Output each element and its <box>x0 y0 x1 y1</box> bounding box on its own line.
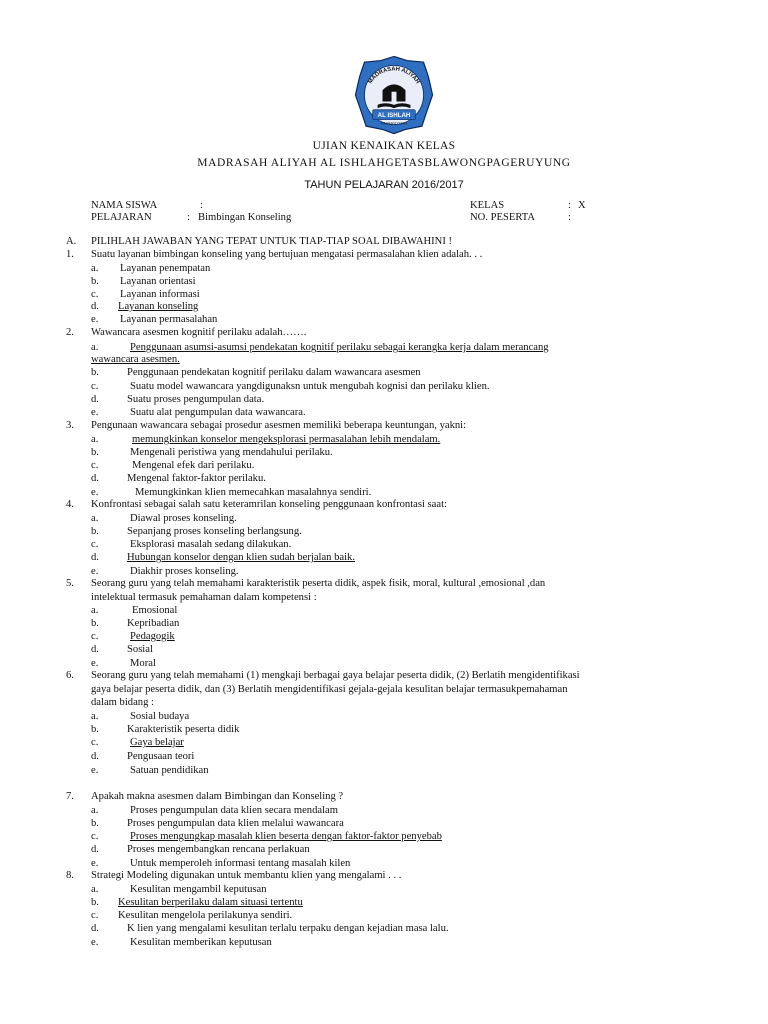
option-letter: d. <box>91 751 99 762</box>
option-text: Karakteristik peserta didik <box>127 724 240 735</box>
option-letter: b. <box>91 724 99 735</box>
option-text: Eksplorasi masalah sedang dilakukan. <box>130 539 292 550</box>
option-letter: e. <box>91 314 99 325</box>
option-text: Kesulitan mengambil keputusan <box>130 884 267 895</box>
option-letter: b. <box>91 526 99 537</box>
question-number: 3. <box>66 420 74 431</box>
option-letter: d. <box>91 644 99 655</box>
option-text: Proses pengumpulan data klien secara mendalam <box>130 805 338 816</box>
question-text: dalam bidang : <box>91 697 154 708</box>
option-text: Layanan konseling <box>118 301 199 312</box>
option-letter: e. <box>91 937 99 948</box>
option-letter: d. <box>91 844 99 855</box>
option-text: Proses pengumpulan data klien melalui wawancara <box>127 818 344 829</box>
option-letter: d. <box>91 552 99 563</box>
option-text: Suatu alat pengumpulan data wawancara. <box>130 407 306 418</box>
option-text: Mengenal efek dari perilaku. <box>132 460 255 471</box>
question-text: Wawancara asesmen kognitif perilaku adalah……. <box>91 327 307 338</box>
value-pelajaran: Bimbingan Konseling <box>198 212 292 223</box>
option-text: Proses mengungkap masalah klien beserta dengan faktor-faktor penyebab <box>130 831 442 842</box>
label-nama-siswa: NAMA SISWA <box>91 200 158 211</box>
option-letter: c. <box>91 631 99 642</box>
option-text: Layanan informasi <box>120 289 200 300</box>
question-number: 7. <box>66 791 74 802</box>
option-text: memungkinkan konselor mengeksplorasi permasalahan lebih mendalam. <box>132 434 441 445</box>
logo-sub-text: PAGERUYUNG <box>381 121 407 126</box>
option-letter: b. <box>91 447 99 458</box>
svg-text:MADRASAH ALIYAH: MADRASAH ALIYAH <box>367 66 421 86</box>
option-text: Layanan orientasi <box>120 276 196 287</box>
option-letter: c. <box>91 460 99 471</box>
sep-nama: : <box>200 200 203 211</box>
option-letter: c. <box>91 831 99 842</box>
option-letter: e. <box>91 658 99 669</box>
option-text: Emosional <box>132 605 178 616</box>
question-number: 2. <box>66 327 74 338</box>
option-text: K lien yang mengalami kesulitan terlalu terpaku dengan kejadian masa lalu. <box>127 923 449 934</box>
question-text: intelektual termasuk pemahaman dalam kompetensi : <box>91 591 317 603</box>
option-text: Mengenali peristiwa yang mendahului perilaku. <box>130 447 333 458</box>
question-number: 8. <box>66 870 74 881</box>
option-text: Moral <box>130 658 156 669</box>
option-text: Gaya belajar <box>130 737 184 748</box>
section-title: PILIHLAH JAWABAN YANG TEPAT UNTUK TIAP-TIAP SOAL DIBAWAHINI ! <box>91 236 453 247</box>
option-letter: c. <box>91 289 99 300</box>
option-letter: d. <box>91 923 99 934</box>
exam-title: UJIAN KENAIKAN KELAS <box>312 140 456 152</box>
value-kelas: X <box>578 200 586 211</box>
question-number: 6. <box>66 670 74 681</box>
option-letter: e. <box>91 407 99 418</box>
option-text: Penggunaan asumsi-asumsi pendekatan kognitif perilaku sebagai kerangka kerja dalam merancang <box>130 342 549 353</box>
option-letter: c. <box>91 381 99 392</box>
madrasah-logo <box>353 54 435 136</box>
sep-kelas: : <box>568 200 571 211</box>
option-text: Pengusaan teori <box>127 751 195 762</box>
option-text: Sosial <box>127 644 153 655</box>
question-text: gaya belajar peserta didik, dan (3) Berlatih mengidentifikasi gejala-gejala kesulitan belajar termasukpemahaman <box>91 683 568 695</box>
option-text: Hubungan konselor dengan klien sudah berjalan baik. <box>127 552 355 563</box>
label-pelajaran: PELAJARAN <box>91 212 152 223</box>
option-text: Kesulitan memberikan keputusan <box>130 937 272 948</box>
option-text: Mengenal faktor-faktor perilaku. <box>127 473 266 484</box>
option-letter: b. <box>91 897 99 908</box>
option-text: Suatu proses pengumpulan data. <box>127 394 265 405</box>
sep-peserta: : <box>568 212 571 223</box>
option-letter: a. <box>91 711 99 722</box>
option-text: Diakhir proses konseling. <box>130 566 239 577</box>
option-letter: d. <box>91 394 99 405</box>
option-letter: c. <box>91 910 99 921</box>
option-text: Suatu model wawancara yangdigunaksn untuk mengubah kognisi dan perilaku klien. <box>130 381 490 392</box>
logo-name-text: AL ISHLAH <box>377 112 411 120</box>
option-letter: e. <box>91 858 99 869</box>
option-letter: a. <box>91 805 99 816</box>
question-text: Seorang guru yang telah memahami karakteristik peserta didik, aspek fisik, moral, kultural ,emosional ,dan <box>91 578 546 589</box>
option-letter: a. <box>91 884 99 895</box>
option-text: Layanan permasalahan <box>120 314 218 325</box>
academic-year: TAHUN PELAJARAN 2016/2017 <box>304 179 464 191</box>
option-text: Untuk memperoleh informasi tentang masalah kilen <box>130 858 351 869</box>
option-text: Diawal proses konseling. <box>130 513 237 524</box>
option-text-continued: wawancara asesmen. <box>91 354 180 365</box>
question-text: Strategi Modeling digunakan untuk membantu klien yang mengalami . . . <box>91 870 402 881</box>
option-text: Sepanjang proses konseling berlangsung. <box>127 526 302 537</box>
option-letter: a. <box>91 342 99 353</box>
question-text: Konfrontasi sebagai salah satu keteramrilan konseling penggunaan konfrontasi saat: <box>91 499 447 510</box>
option-letter: c. <box>91 737 99 748</box>
question-text: Pengunaan wawancara sebagai prosedur asesmen memiliki beberapa keuntungan, yakni: <box>91 420 467 431</box>
option-letter: b. <box>91 818 99 829</box>
question-number: 4. <box>66 499 74 510</box>
option-letter: d. <box>91 301 99 312</box>
option-text: Kesulitan berperilaku dalam situasi tertentu <box>118 897 303 908</box>
option-letter: e. <box>91 566 99 577</box>
option-text: Layanan penempatan <box>120 263 211 274</box>
option-letter: a. <box>91 605 99 616</box>
option-text: Penggunaan pendekatan kognitif perilaku dalam wawancara asesmen <box>127 367 421 378</box>
option-letter: c. <box>91 539 99 550</box>
option-text: Kepribadian <box>127 618 180 629</box>
option-letter: a. <box>91 263 99 274</box>
question-number: 1. <box>66 249 74 260</box>
option-letter: d. <box>91 473 99 484</box>
question-text: Apakah makna asesmen dalam Bimbingan dan Konseling ? <box>91 791 344 802</box>
option-text: Memungkinkan klien memecahkan masalahnya sendiri. <box>135 487 372 498</box>
question-text: Seorang guru yang telah memahami (1) mengkaji berbagai gaya belajar peserta didik, (2) Berlatih mengidentifikasi <box>91 670 580 681</box>
option-letter: e. <box>91 487 99 498</box>
option-letter: a. <box>91 513 99 524</box>
option-letter: e. <box>91 765 99 776</box>
option-text: Pedagogik <box>130 631 175 642</box>
option-text: Satuan pendidikan <box>130 765 209 776</box>
option-letter: b. <box>91 618 99 629</box>
question-text: Suatu layanan bimbingan konseling yang bertujuan mengatasi permasalahan klien adalah. . . <box>91 249 483 260</box>
option-text: Kesulitan mengelola perilakunya sendiri. <box>118 910 293 921</box>
option-letter: a. <box>91 434 99 445</box>
question-number: 5. <box>66 578 74 589</box>
sep-pelajaran: : <box>187 212 190 223</box>
option-text: Sosial budaya <box>130 711 190 722</box>
label-kelas: KELAS <box>470 200 505 211</box>
option-text: Proses mengembangkan rencana perlakuan <box>127 844 310 855</box>
option-letter: b. <box>91 276 99 287</box>
option-letter: b. <box>91 367 99 378</box>
school-name: MADRASAH ALIYAH AL ISHLAHGETASBLAWONGPAGERUYUNG <box>197 157 571 169</box>
label-no-peserta: NO. PESERTA <box>470 212 536 223</box>
section-marker: A. <box>66 236 77 247</box>
